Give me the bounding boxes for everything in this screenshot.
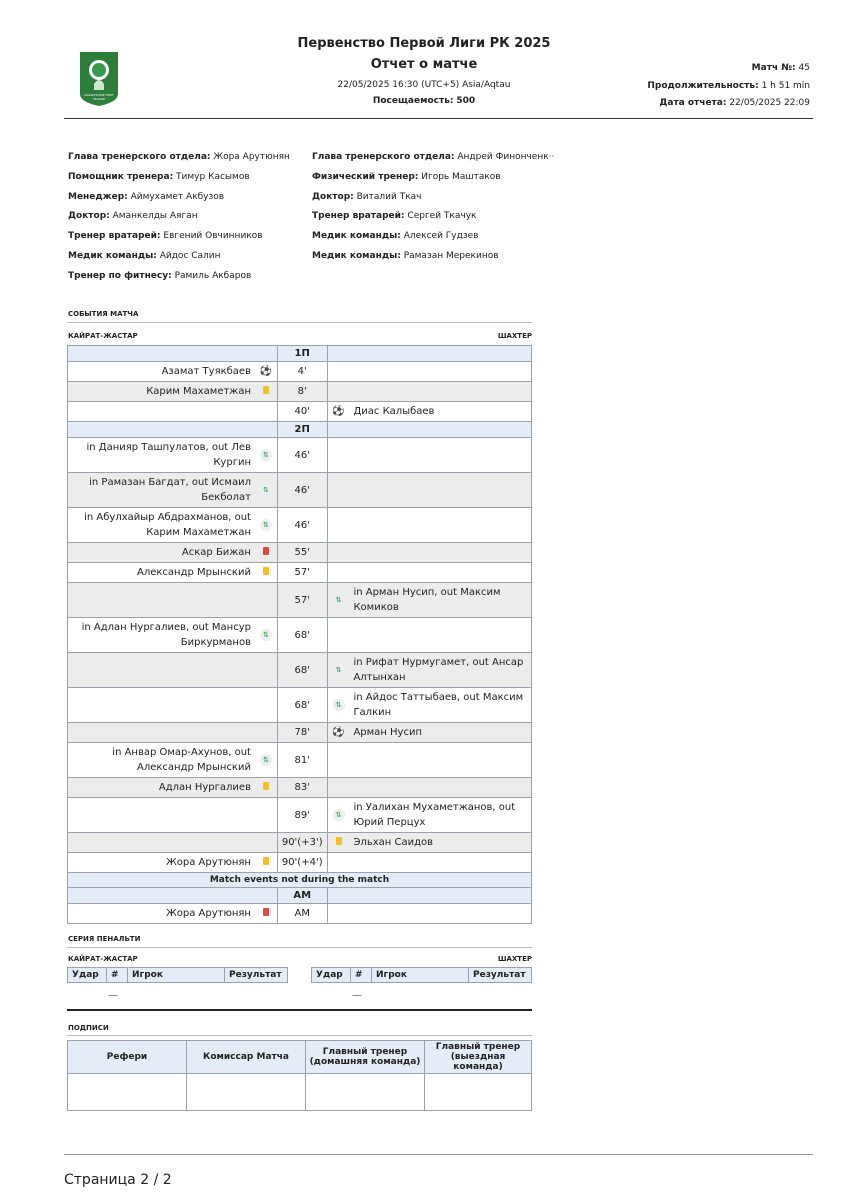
period-label: AM (277, 888, 327, 904)
pen-col-kick: Удар (312, 968, 351, 983)
events-divider (67, 322, 532, 323)
event-row (68, 402, 532, 422)
staff-role: Глава тренерского отдела: (68, 152, 211, 162)
event-row (68, 688, 532, 723)
event-minute: 46' (277, 438, 327, 473)
penalties-home-team: КАЙРАТ-ЖАСТАР (68, 955, 138, 963)
home-event-text (68, 723, 255, 743)
staff-role: Глава тренерского отдела: (312, 152, 455, 162)
event-row (68, 904, 532, 924)
penalties-home-empty: — (108, 990, 118, 1001)
staff-entry (312, 192, 421, 202)
away-event-text: in Уалихан Мухаметжанов, out Юрий Перцух (349, 798, 531, 833)
staff-name: Айдос Салин (159, 251, 221, 261)
event-row (68, 653, 532, 688)
staff-name: Тимур Касымов (176, 171, 250, 182)
staff-entry (312, 211, 476, 221)
yellow-card-icon (263, 782, 269, 790)
event-row (68, 508, 532, 543)
event-minute: 8' (277, 382, 327, 402)
event-minute: 46' (277, 473, 327, 508)
away-event-text (349, 853, 531, 873)
penalties-divider (67, 947, 532, 948)
home-event-text (68, 402, 255, 422)
away-event-text (349, 473, 531, 508)
event-minute: AM (277, 904, 327, 924)
red-card-icon (263, 547, 269, 555)
event-row (68, 362, 532, 382)
report-date-label: Дата отчета: (659, 98, 727, 108)
staff-role: Тренер по фитнесу: (68, 270, 172, 281)
substitution-icon: ⇅ (260, 519, 272, 531)
staff-role: Медик команды: (312, 231, 401, 242)
signature-commissioner-field[interactable] (187, 1074, 306, 1111)
staff-entry (312, 172, 501, 182)
event-minute: 57' (277, 583, 327, 618)
event-minute: 83' (277, 778, 327, 798)
logo-text: KAZAKHSTAN FIRST LEAGUE (84, 93, 114, 101)
pen-col-kick: Удар (68, 968, 107, 983)
header-divider (64, 118, 813, 119)
home-event-text: in Анвар Омар-Ахунов, out Александр Мрынский (68, 743, 255, 778)
away-event-text: in Рифат Нурмугамет, out Ансар Алтынхан (349, 653, 531, 688)
staff-role: Физический тренер: (312, 171, 419, 182)
yellow-card-icon (263, 386, 269, 394)
event-row (68, 743, 532, 778)
event-row (68, 382, 532, 402)
away-event-text (349, 438, 531, 473)
away-event-text (349, 362, 531, 382)
staff-entry (68, 192, 224, 202)
staff-name: Игорь Маштаков (421, 171, 501, 182)
event-minute: 55' (277, 543, 327, 563)
signature-referee-field[interactable] (68, 1074, 187, 1111)
penalties-away-empty: — (352, 990, 362, 1001)
yellow-card-icon (336, 837, 342, 845)
home-event-text: in Абулхайыр Абдрахманов, out Карим Махаметжан (68, 508, 255, 543)
signature-commissioner-header: Комиссар Матча (187, 1041, 306, 1074)
staff-entry (312, 231, 478, 241)
staff-name: Аймухамет Акбузов (130, 191, 225, 202)
home-event-text (68, 653, 255, 688)
away-event-text (349, 743, 531, 778)
penalties-bottom-rule (67, 1009, 532, 1011)
goal-icon: ⚽ (332, 727, 345, 738)
events-home-team: КАЙРАТ-ЖАСТАР (68, 332, 138, 340)
pen-col-result: Результат (225, 968, 288, 983)
attendance-label: Посещаемость: (372, 96, 454, 106)
penalties-home-table (67, 967, 288, 983)
home-event-text: Карим Махаметжан (68, 382, 255, 402)
penalties-away-table (311, 967, 532, 983)
staff-entry (68, 231, 263, 241)
home-event-text (68, 833, 255, 853)
pen-col-result: Результат (469, 968, 532, 983)
event-minute: 40' (277, 402, 327, 422)
home-event-text (68, 798, 255, 833)
event-minute: 89' (277, 798, 327, 833)
event-minute: 68' (277, 653, 327, 688)
match-number (752, 63, 810, 73)
staff-entry (68, 172, 250, 182)
match-duration (647, 81, 810, 91)
substitution-icon: ⇅ (333, 594, 345, 606)
substitution-icon: ⇅ (260, 629, 272, 641)
event-row (68, 543, 532, 563)
signature-home-coach-field[interactable] (306, 1074, 425, 1111)
staff-name: Аманкелды Аяган (112, 211, 198, 222)
goal-icon: ⚽ (259, 366, 273, 377)
staff-role: Помощник тренера: (68, 171, 174, 182)
event-row (68, 723, 532, 743)
signature-away-coach-field[interactable] (425, 1074, 532, 1111)
report-title: Первенство Первой Лиги РК 2025 (297, 36, 551, 51)
event-row (68, 778, 532, 798)
signatures-divider (67, 1035, 532, 1036)
period-label: 1П (277, 346, 327, 362)
signatures-table (67, 1040, 532, 1111)
home-event-text: Аскар Бижан (68, 543, 255, 563)
match-datetime: 22/05/2025 16:30 (UTC+5) Asia/Aqtau (337, 80, 511, 90)
away-event-text: Арман Нусип (349, 723, 531, 743)
home-event-text: Жора Арутюнян (68, 853, 255, 873)
own-goal-icon: ⚽ (332, 406, 345, 417)
duration-value: 1 h 51 min (761, 81, 810, 91)
away-event-text: Эльхан Саидов (349, 833, 531, 853)
home-event-text: Жора Арутюнян (68, 904, 255, 924)
staff-name: Андрей Финонченк·· (457, 152, 555, 162)
substitution-icon: ⇅ (333, 664, 345, 676)
substitution-icon: ⇅ (260, 754, 272, 766)
period-header-row (68, 346, 532, 362)
event-minute: 68' (277, 688, 327, 723)
away-event-text (349, 618, 531, 653)
staff-name: Алексей Гудзев (403, 231, 479, 242)
penalties-section-title: СЕРИЯ ПЕНАЛЬТИ (68, 935, 141, 943)
period-header-row (68, 422, 532, 438)
caption-text: Match events not during the match (68, 873, 532, 888)
substitution-icon: ⇅ (333, 809, 345, 821)
staff-role: Доктор: (312, 191, 354, 202)
pen-col-player: Игрок (128, 968, 225, 983)
event-minute: 78' (277, 723, 327, 743)
yellow-card-icon (263, 567, 269, 575)
staff-role: Медик команды: (68, 251, 157, 261)
event-row (68, 798, 532, 833)
staff-name: Сергей Ткачук (407, 211, 477, 222)
event-row (68, 618, 532, 653)
event-row (68, 473, 532, 508)
period-header-row (68, 888, 532, 904)
away-event-text: in Арман Нусип, out Максим Комиков (349, 583, 531, 618)
event-minute: 81' (277, 743, 327, 778)
staff-name: Виталий Ткач (356, 191, 422, 202)
away-event-text (349, 382, 531, 402)
signatures-section-title: ПОДПИСИ (68, 1024, 109, 1032)
event-minute: 4' (277, 362, 327, 382)
pen-col-number: # (107, 968, 128, 983)
event-row (68, 438, 532, 473)
staff-entry (68, 211, 198, 221)
yellow-card-icon (263, 857, 269, 865)
home-event-text: Адлан Нургалиев (68, 778, 255, 798)
staff-entry (312, 152, 554, 162)
red-card-icon (263, 908, 269, 916)
away-event-text (349, 778, 531, 798)
report-date-value: 22/05/2025 22:09 (729, 98, 810, 108)
away-event-text (349, 563, 531, 583)
duration-label: Продолжительность: (647, 81, 759, 91)
events-away-team: ШАХТЕР (497, 332, 532, 340)
events-section-title: СОБЫТИЯ МАТЧА (68, 310, 139, 318)
substitution-icon: ⇅ (333, 699, 345, 711)
footer-divider (64, 1154, 813, 1155)
staff-role: Тренер вратарей: (312, 211, 405, 222)
event-row (68, 583, 532, 618)
pen-col-player: Игрок (372, 968, 469, 983)
staff-role: Менеджер: (68, 191, 128, 202)
signature-home-coach-header: Главный тренер (домашняя команда) (306, 1041, 425, 1074)
substitution-icon: ⇅ (260, 484, 272, 496)
staff-name: Евгений Овчинников (163, 231, 263, 242)
penalties-away-team: ШАХТЕР (497, 955, 532, 963)
home-event-text: in Данияр Ташпулатов, out Лев Кургин (68, 438, 255, 473)
event-row (68, 563, 532, 583)
match-number-label: Матч №: (751, 63, 796, 73)
away-event-text (349, 904, 531, 924)
caption-row (68, 873, 532, 888)
report-subtitle: Отчет о матче (370, 57, 478, 72)
event-minute: 46' (277, 508, 327, 543)
staff-entry (312, 251, 499, 261)
staff-role: Медик команды: (312, 251, 401, 261)
attendance-value: 500 (456, 96, 476, 106)
home-event-text (68, 688, 255, 723)
event-minute: 57' (277, 563, 327, 583)
pen-col-number: # (351, 968, 372, 983)
staff-role: Доктор: (68, 211, 110, 222)
staff-entry (68, 271, 251, 281)
period-label: 2П (277, 422, 327, 438)
home-event-text: in Адлан Нургалиев, out Мансур Биркурманов (68, 618, 255, 653)
event-row (68, 833, 532, 853)
away-event-text (349, 508, 531, 543)
away-event-text: Диас Калыбаев (349, 402, 531, 422)
event-minute: 90'(+3') (277, 833, 327, 853)
home-event-text: Азамат Туякбаев (68, 362, 255, 382)
away-event-text (349, 543, 531, 563)
match-events-table (67, 345, 532, 924)
staff-role: Тренер вратарей: (68, 231, 161, 242)
home-event-text (68, 583, 255, 618)
substitution-icon: ⇅ (260, 449, 272, 461)
signature-away-coach-header: Главный тренер (выездная команда) (425, 1041, 532, 1074)
staff-entry (68, 152, 290, 162)
staff-entry (68, 251, 221, 261)
event-row (68, 853, 532, 873)
report-date (659, 98, 810, 108)
staff-name: Рамиль Акбаров (174, 270, 252, 281)
event-minute: 90'(+4') (277, 853, 327, 873)
home-event-text: Александр Мрынский (68, 563, 255, 583)
home-event-text: in Рамазан Багдат, out Исмаил Бекболат (68, 473, 255, 508)
page-number: Страница 2 / 2 (64, 1172, 172, 1188)
staff-name: Жора Арутюнян (213, 152, 290, 162)
match-number-value: 45 (798, 63, 810, 73)
signature-referee-header: Рефери (68, 1041, 187, 1074)
event-minute: 68' (277, 618, 327, 653)
away-event-text: in Айдос Таттыбаев, out Максим Галкин (349, 688, 531, 723)
staff-name: Рамазан Мерекинов (403, 251, 499, 261)
